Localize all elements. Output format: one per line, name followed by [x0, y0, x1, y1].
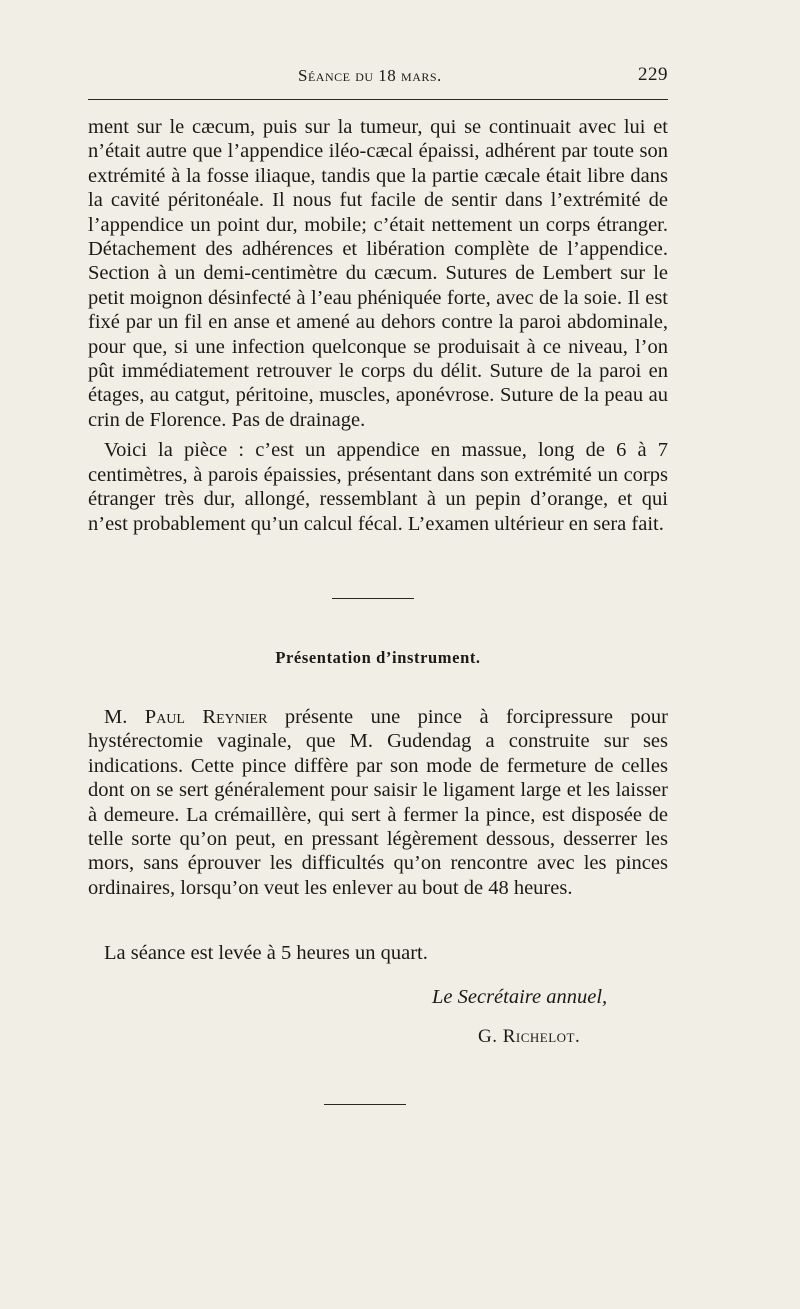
- section-title: Présentation d’instrument.: [275, 648, 481, 667]
- paragraph-operation: ment sur le cæcum, puis sur la tumeur, qui se continuait avec lui et n’était autre que l’appendice iléo-cæcal épaissi, adhérent par toute son extrémité à la fosse iliaque, tandis que la partie cæcale était libre dans la cavité péritonéale. Il nous fut facile de sentir dans l’extrémité de l’appendice un point dur, mobile; c’était nettement un corps étranger. Détachement des adhérences et libération complète de l’appendice. Section à un demi-centimètre du cæcum. Sutures de Lembert sur le petit moignon désinfecté à l’eau phéniquée forte, avec de la soie. Il est fixé par un fil en anse et amené au dehors contre la paroi abdominale, pour que, si une infection quelconque se produisait à ce niveau, l’on pût immédiatement retrouver le corps du délit. Suture de la paroi en étages, au catgut, péritoine, muscles, aponévrose. Suture de la peau au crin de Florence. Pas de drainage.: [88, 116, 668, 431]
- section-body: [88, 705, 668, 900]
- instrument-text: présente une pince à forcipressure pour hystérectomie vaginale, que M. Gudendag a construite sur ses indications. Cette pince diffère par son mode de fermeture de celles dont on se sert généralement pour saisir le ligament large et les laisser à demeure. La crémaillère, qui sert à fermer la pince, est disposée de telle sorte qu’on peut, en pressant légèrement dessous, desserrer les mors, sans éprouver les difficultés qu’on rencontre avec les pinces ordinaires, lorsqu’on veut les enlever au bout de 48 heures.: [88, 706, 668, 899]
- paragraph-specimen: Voici la pièce : c’est un appendice en massue, long de 6 à 7 centimètres, à parois épaissies, présentant dans son extrémité un corps étranger très dur, allongé, ressemblant à un pepin d’orange, et qui n’est probablement qu’un calcul fécal. L’examen ultérieur en sera fait.: [88, 439, 668, 535]
- page-number: 229: [638, 64, 668, 85]
- presenter-name: Paul Reynier: [144, 706, 268, 728]
- running-title: Séance du 18 mars.: [298, 66, 442, 85]
- closing-line: La séance est levée à 5 heures un quart.: [104, 942, 428, 964]
- header-rule: [88, 99, 668, 100]
- separator-rule: [332, 598, 414, 599]
- running-head: [88, 64, 668, 94]
- signature-title: Le Secrétaire annuel,: [432, 986, 608, 1008]
- paragraph-instrument: [88, 705, 668, 900]
- end-rule: [324, 1104, 406, 1105]
- mr-prefix: M.: [104, 706, 128, 728]
- signature-name: G. Richelot.: [478, 1026, 581, 1047]
- body-text: [88, 115, 668, 536]
